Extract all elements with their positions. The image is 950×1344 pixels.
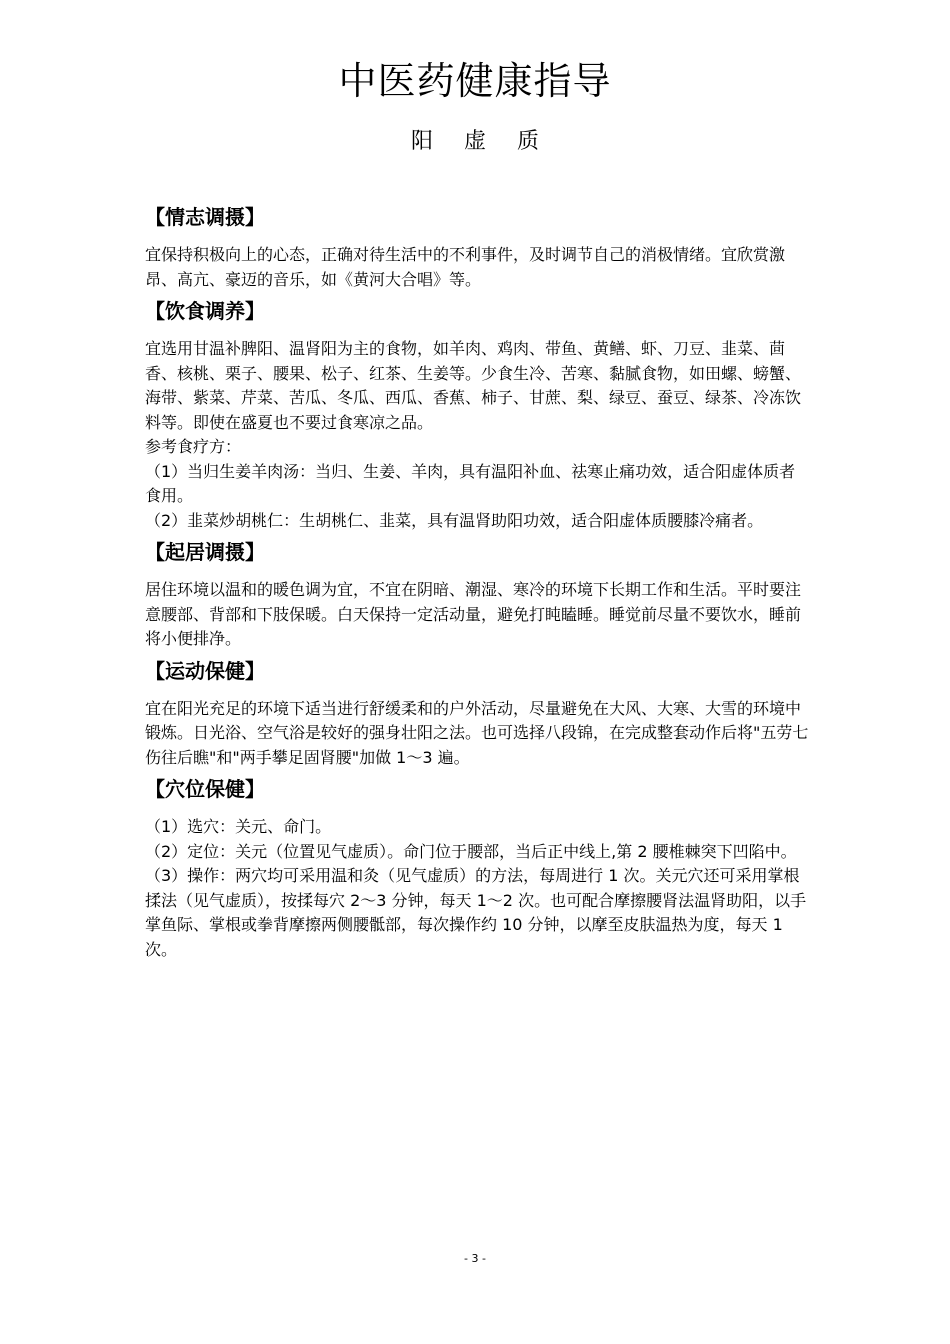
paragraph: 宜在阳光充足的环境下适当进行舒缓柔和的户外活动，尽量避免在大风、大寒、大雪的环境中锻炼。日光浴、空气浴是较好的强身壮阳之法。也可选择八段锦，在完成整套动作后将"五劳七伤往后瞧"和"两手攀足固肾腰"加做 1～3 遍。 <box>145 698 809 767</box>
paragraph: 参考食疗方： <box>145 437 242 456</box>
paragraph: （1）选穴：关元、命门。 <box>145 817 332 836</box>
section-exercise <box>145 654 810 773</box>
paragraph: 宜选用甘温补脾阳、温肾阳为主的食物，如羊肉、鸡肉、带鱼、黄鳝、虾、刀豆、韭菜、茴香、核桃、栗子、腰果、松子、红茶、生姜等。少食生冷、苦寒、黏腻食物，如田螺、螃蟹、海带、紫菜、芹菜、苦瓜、冬瓜、西瓜、香蕉、柿子、甘蔗、梨、绿豆、蚕豆、绿茶、冷冻饮料等。即使在盛夏也不要过食寒凉之品。 <box>145 339 802 432</box>
paragraph: （3）操作：两穴均可采用温和灸（见气虚质）的方法，每周进行 1 次。关元穴还可采用掌根揉法（见气虚质），按揉每穴 2～3 分钟，每天 1～2 次。也可配合摩擦腰肾法温肾助阳，以手掌鱼际、掌根或拳背摩擦两侧腰骶部，每次操作约 10 分钟，以摩至皮肤温热为度，每天 1 次。 <box>145 866 807 959</box>
paragraph: 宜保持积极向上的心态，正确对待生活中的不利事件，及时调节自己的消极情绪。宜欣赏激昂、高亢、豪迈的音乐，如《黄河大合唱》等。 <box>145 245 786 289</box>
page-number: - 3 - <box>464 1252 486 1265</box>
section-heading: 【饮食调养】 <box>145 299 265 323</box>
section-lifestyle <box>145 535 810 654</box>
paragraph: （1）当归生姜羊肉汤：当归、生姜、羊肉，具有温阳补血、祛寒止痛功效，适合阳虚体质者食用。 <box>145 461 796 505</box>
document-body <box>145 200 810 962</box>
section-heading: 【起居调摄】 <box>145 540 265 564</box>
section-diet <box>145 294 810 535</box>
section-heading: 【运动保健】 <box>145 658 265 683</box>
paragraph: （2）定位：关元（位置见气虚质）。命门位于腰部，当后正中线上,第 2 腰椎棘突下凹陷中。 <box>145 841 797 861</box>
paragraph: 居住环境以温和的暖色调为宜，不宜在阴暗、潮湿、寒冷的环境下长期工作和生活。平时要注意腰部、背部和下肢保暖。白天保持一定活动量，避免打盹瞌睡。睡觉前尽量不要饮水，睡前将小便排净。 <box>145 580 802 648</box>
section-heading: 【穴位保健】 <box>145 777 265 801</box>
section-emotion <box>145 200 810 294</box>
section-acupoint <box>145 772 810 962</box>
document-subtitle: 阳 虚 质 <box>411 129 551 154</box>
section-heading: 【情志调摄】 <box>145 205 265 229</box>
paragraph: （2）韭菜炒胡桃仁：生胡桃仁、韭菜，具有温肾助阳功效，适合阳虚体质腰膝冷痛者。 <box>145 510 764 530</box>
document-title: 中医药健康指导 <box>338 59 612 103</box>
